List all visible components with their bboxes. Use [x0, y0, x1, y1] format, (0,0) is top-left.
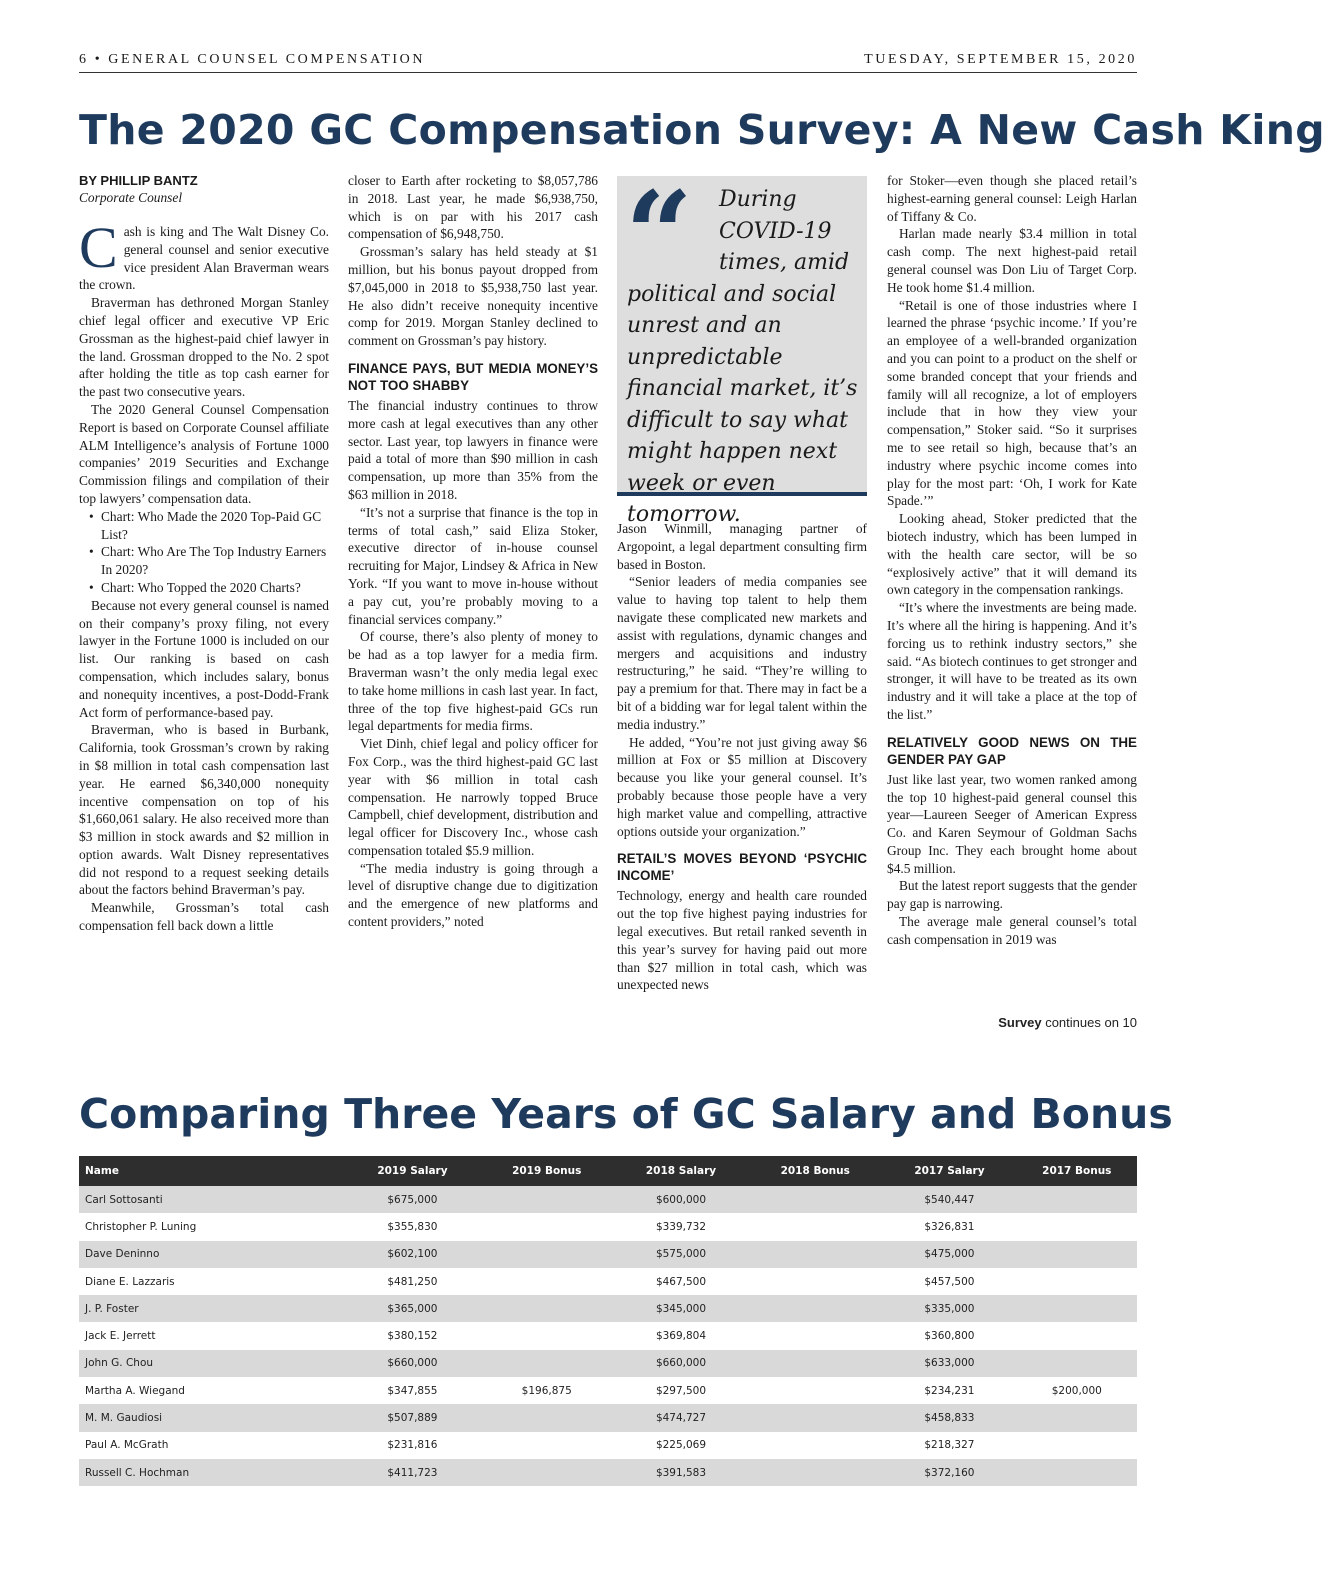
- cell-2017-salary: $372,160: [882, 1459, 1016, 1486]
- chart-link[interactable]: • Chart: Who Are The Top Industry Earners In 2020?: [79, 543, 329, 579]
- cell-2019-salary: $481,250: [345, 1268, 479, 1295]
- article-headline: The 2020 GC Compensation Survey: A New Cash King: [79, 106, 1325, 154]
- cell-2019-salary: $660,000: [345, 1350, 479, 1377]
- table-title: Comparing Three Years of GC Salary and Bonus: [79, 1090, 1173, 1138]
- cell-2017-bonus: $200,000: [1017, 1377, 1137, 1404]
- section-subhead: FINANCE PAYS, BUT MEDIA MONEY’S NOT TOO SHABBY: [348, 360, 598, 393]
- cell-2018-bonus: [748, 1377, 882, 1404]
- cell-2018-salary: $297,500: [614, 1377, 748, 1404]
- cell-2019-salary: $507,889: [345, 1404, 479, 1431]
- cell-name: Jack E. Jerrett: [79, 1322, 345, 1349]
- cell-2019-salary: $355,830: [345, 1213, 479, 1240]
- cell-2018-bonus: [748, 1268, 882, 1295]
- cell-2018-salary: $660,000: [614, 1350, 748, 1377]
- cell-2017-salary: $360,800: [882, 1322, 1016, 1349]
- cell-2017-salary: $218,327: [882, 1432, 1016, 1459]
- table-row: [79, 1404, 1137, 1431]
- cell-2017-salary: $540,447: [882, 1186, 1016, 1213]
- table-row: [79, 1186, 1137, 1213]
- quote-mark-icon: “: [625, 165, 693, 304]
- table-row: [79, 1377, 1137, 1404]
- paragraph: “The media industry is going through a level of disruptive change due to digitization and the emergence of new platforms and content providers,” noted: [348, 860, 598, 930]
- running-header: [79, 52, 1137, 73]
- cell-2018-salary: $345,000: [614, 1295, 748, 1322]
- paragraph: for Stoker—even though she placed retail’s highest-earning general counsel: Leigh Harlan of Tiffany & Co.: [887, 173, 1137, 224]
- cell-2017-salary: $326,831: [882, 1213, 1016, 1240]
- cell-2019-bonus: [480, 1322, 614, 1349]
- cell-2019-bonus: [480, 1186, 614, 1213]
- cell-name: Russell C. Hochman: [79, 1459, 345, 1486]
- table-row: [79, 1322, 1137, 1349]
- article-column-2: [348, 172, 598, 931]
- paragraph: Viet Dinh, chief legal and policy officer for Fox Corp., was the third highest-paid GC last year with $6 million in total cash compensation. He narrowly topped Bruce Campbell, chief development, distribution and legal officer for Discovery Inc., whose cash compensation totaled $5.9 million.: [348, 736, 598, 858]
- cell-2017-salary: $335,000: [882, 1295, 1016, 1322]
- paragraph: Jason Winmill, managing partner of Argopoint, a legal department consulting firm based in Boston.: [617, 521, 867, 572]
- salary-bonus-table: [79, 1156, 1137, 1486]
- table-row: [79, 1213, 1137, 1240]
- cell-name: Christopher P. Luning: [79, 1213, 345, 1240]
- cell-2017-bonus: [1017, 1268, 1137, 1295]
- paragraph: Harlan made nearly $3.4 million in total cash comp. The next highest-paid retail general counsel was Don Liu of Target Corp. He took home $1.4 million.: [887, 226, 1137, 295]
- cell-2017-bonus: [1017, 1322, 1137, 1349]
- paragraph: Braverman has dethroned Morgan Stanley chief legal officer and executive VP Eric Grossman as the highest-paid chief lawyer in the land. Grossman dropped to the No. 2 spot after holding the title as top cash earner for the past two consecutive years.: [79, 295, 329, 400]
- paragraph: “It’s where the investments are being made. It’s where all the hiring is happening. And it’s forcing us to rethink industry sectors,” she said. “As biotech continues to get stronger and stronger, it will have to be treated as its own industry and it will take a place at the top of the list.”: [887, 600, 1137, 722]
- cell-name: John G. Chou: [79, 1350, 345, 1377]
- cell-2019-bonus: [480, 1350, 614, 1377]
- cell-2018-bonus: [748, 1350, 882, 1377]
- cell-2018-bonus: [748, 1432, 882, 1459]
- col-header-2017-salary: 2017 Salary: [882, 1156, 1016, 1186]
- paragraph: Technology, energy and health care rounded out the top five highest paying industries for legal executives. But retail ranked seventh in this year’s survey for having paid out more than $27 million in total cash, which was unexpected news: [617, 888, 867, 993]
- cell-2017-bonus: [1017, 1404, 1137, 1431]
- cell-2018-bonus: [748, 1186, 882, 1213]
- cell-2019-salary: $602,100: [345, 1241, 479, 1268]
- article-column-1: [79, 172, 329, 935]
- table-row: [79, 1268, 1137, 1295]
- cell-2017-bonus: [1017, 1295, 1137, 1322]
- cell-2017-bonus: [1017, 1459, 1137, 1486]
- paragraph: “It’s not a surprise that finance is the top in terms of total cash,” said Eliza Stoker, executive director of in-house counsel recruiting for Major, Lindsey & Africa in New York. “If you want to move in-house without a pay cut, you’re probably moving to a financial services company.”: [348, 504, 598, 627]
- cell-2019-salary: $347,855: [345, 1377, 479, 1404]
- table-row: [79, 1241, 1137, 1268]
- cell-name: Dave Deninno: [79, 1241, 345, 1268]
- cell-2018-bonus: [748, 1322, 882, 1349]
- cell-name: M. M. Gaudiosi: [79, 1404, 345, 1431]
- section-subhead: RETAIL’S MOVES BEYOND ‘PSYCHIC INCOME’: [617, 851, 867, 884]
- cell-name: Carl Sottosanti: [79, 1186, 345, 1213]
- table-row: [79, 1350, 1137, 1377]
- cell-2019-bonus: [480, 1295, 614, 1322]
- cell-2018-salary: $391,583: [614, 1459, 748, 1486]
- chart-link[interactable]: • Chart: Who Topped the 2020 Charts?: [79, 579, 329, 597]
- cell-2018-salary: $474,727: [614, 1404, 748, 1431]
- table-row: [79, 1459, 1137, 1486]
- col-header-2019-salary: 2019 Salary: [345, 1156, 479, 1186]
- cell-2019-salary: $411,723: [345, 1459, 479, 1486]
- cell-2017-salary: $458,833: [882, 1404, 1016, 1431]
- cell-2017-bonus: [1017, 1432, 1137, 1459]
- paragraph: closer to Earth after rocketing to $8,057,786 in 2018. Last year, he made $6,938,750, which is on par with his 2017 cash compensation of $6,948,750.: [348, 173, 598, 242]
- cell-2019-salary: $365,000: [345, 1295, 479, 1322]
- cell-2018-salary: $600,000: [614, 1186, 748, 1213]
- cell-2017-salary: $475,000: [882, 1241, 1016, 1268]
- cell-2019-bonus: $196,875: [480, 1377, 614, 1404]
- paragraph: Grossman’s salary has held steady at $1 million, but his bonus payout dropped from $7,045,000 in 2018 to $5,938,750 last year. He also didn’t receive nonequity incentive comp for 2019. Morgan Stanley declined to comment on Grossman’s pay history.: [348, 244, 598, 349]
- paragraph: “Senior leaders of media companies see value to having top talent to help them navigate these complicated new markets and assist with regulations, dynamic changes and mergers and acquisitions and industry restructuring,” he said. “They’re willing to pay a premium for that. There may in fact be a bit of a bidding war for legal talent within the media industry.”: [617, 574, 867, 732]
- cell-2017-salary: $234,231: [882, 1377, 1016, 1404]
- pull-quote-text: During COVID-19 times, amid political and social unrest and an unpredictable financial market, it’s difficult to say what might happen next week or even tomorrow.: [627, 187, 858, 527]
- cell-2017-bonus: [1017, 1241, 1137, 1268]
- col-header-2019-bonus: 2019 Bonus: [480, 1156, 614, 1186]
- cell-2018-salary: $339,732: [614, 1213, 748, 1240]
- col-header-2017-bonus: 2017 Bonus: [1017, 1156, 1137, 1186]
- section-label: 6 • GENERAL COUNSEL COMPENSATION: [79, 52, 426, 67]
- table-row: [79, 1432, 1137, 1459]
- cell-name: J. P. Foster: [79, 1295, 345, 1322]
- cell-2017-bonus: [1017, 1186, 1137, 1213]
- cell-2019-bonus: [480, 1213, 614, 1240]
- cell-2019-bonus: [480, 1241, 614, 1268]
- table-header-row: [79, 1156, 1137, 1186]
- cell-name: Paul A. McGrath: [79, 1432, 345, 1459]
- cell-2017-bonus: [1017, 1350, 1137, 1377]
- cell-2019-salary: $231,816: [345, 1432, 479, 1459]
- cell-2018-salary: $225,069: [614, 1432, 748, 1459]
- pull-quote: [617, 165, 867, 527]
- cell-2018-bonus: [748, 1241, 882, 1268]
- cell-2019-bonus: [480, 1268, 614, 1295]
- col-header-2018-salary: 2018 Salary: [614, 1156, 748, 1186]
- chart-link[interactable]: • Chart: Who Made the 2020 Top-Paid GC List?: [79, 508, 329, 544]
- cell-2018-salary: $369,804: [614, 1322, 748, 1349]
- issue-date: TUESDAY, SEPTEMBER 15, 2020: [864, 52, 1137, 67]
- col-header-2018-bonus: 2018 Bonus: [748, 1156, 882, 1186]
- cell-2017-salary: $457,500: [882, 1268, 1016, 1295]
- byline: BY PHILLIP BANTZ: [79, 173, 198, 188]
- paragraph: The average male general counsel’s total cash compensation in 2019 was: [887, 914, 1137, 947]
- table-row: [79, 1295, 1137, 1322]
- cell-2017-salary: $633,000: [882, 1350, 1016, 1377]
- cell-2018-salary: $575,000: [614, 1241, 748, 1268]
- paragraph: But the latest report suggests that the gender pay gap is narrowing.: [887, 878, 1137, 912]
- cell-2019-bonus: [480, 1432, 614, 1459]
- section-subhead: RELATIVELY GOOD NEWS ON THE GENDER PAY GAP: [887, 734, 1137, 767]
- cell-2018-bonus: [748, 1295, 882, 1322]
- paragraph: Just like last year, two women ranked among the top 10 highest-paid general counsel this year—Laureen Seeger of American Express Co. and Karen Seymour of Goldman Sachs Group Inc. They each brought home about $4.5 million.: [887, 771, 1137, 876]
- continuation-note[interactable]: Survey continues on 10: [998, 1015, 1137, 1030]
- cell-2017-bonus: [1017, 1213, 1137, 1240]
- cell-2018-bonus: [748, 1404, 882, 1431]
- article-column-3: [617, 520, 867, 994]
- chart-links-list: [79, 508, 329, 597]
- author-affiliation: Corporate Counsel: [79, 190, 183, 205]
- cell-2019-salary: $380,152: [345, 1322, 479, 1349]
- cell-2018-salary: $467,500: [614, 1268, 748, 1295]
- paragraph: Looking ahead, Stoker predicted that the biotech industry, which has been lumped in with the health care sector, will be so “explosively active” that it will demand its own category in the compensation rankings.: [887, 511, 1137, 598]
- paragraph: He added, “You’re not just giving away $6 million at Fox or $5 million at Discovery because you like your general counsel. It’s probably because those people have a very high market value and compelling, attractive options outside your organization.”: [617, 734, 867, 839]
- cell-2019-bonus: [480, 1459, 614, 1486]
- cell-2018-bonus: [748, 1459, 882, 1486]
- paragraph: Meanwhile, Grossman’s total cash compensation fell back down a little: [79, 900, 329, 934]
- paragraph: Because not every general counsel is named on their company’s proxy filing, not every lawyer in the Fortune 1000 is included on our list. Our ranking is based on cash compensation, which includes salary, bonus and nonequity incentives, a post-Dodd-Frank Act form of performance-based pay.: [79, 597, 329, 720]
- col-header-name: Name: [79, 1156, 345, 1186]
- paragraph: Braverman, who is based in Burbank, California, took Grossman’s crown by raking in $8 million in total cash compensation last year. He earned $6,340,000 nonequity incentive compensation on top of his $1,660,061 salary. He also received more than $3 million in stock awards and $2 million in option awards. Walt Disney representatives did not respond to a request seeking details about the factors behind Braverman’s pay.: [79, 722, 329, 898]
- paragraph: “Retail is one of those industries where I learned the phrase ‘psychic income.’ If you’re an employee of a well-branded organization and you can point to a product on the shelf or some branded concept that your friends and family will all recognize, a lot of employers include that in how they view your compensation,” Stoker said. “So it surprises me to see retail so high, because that’s an industry where psychic income comes into play for the most part: ‘Oh, I work for Kate Spade.’”: [887, 297, 1137, 509]
- paragraph: Of course, there’s also plenty of money to be had as a top lawyer for a media firm. Braverman wasn’t the only media legal exec to take home millions in cash last year. In fact, three of the top five highest-paid GCs run legal departments for media firms.: [348, 629, 598, 734]
- paragraph: The financial industry continues to throw more cash at legal executives than any other sector. Last year, top lawyers in finance were paid a total of more than $90 million in cash compensation, up more than 35% from the $63 million in 2018.: [348, 397, 598, 502]
- lead-paragraph: Cash is king and The Walt Disney Co. general counsel and senior executive vice president Alan Braverman wears the crown.: [79, 215, 329, 293]
- article-column-4: [887, 172, 1137, 949]
- paragraph: The 2020 General Counsel Compensation Report is based on Corporate Counsel affiliate ALM Intelligence’s analysis of Fortune 1000 companies’ 2019 Securities and Exchange Commission filings and compilation of their top lawyers’ compensation data.: [79, 401, 329, 506]
- cell-2018-bonus: [748, 1213, 882, 1240]
- cell-name: Martha A. Wiegand: [79, 1377, 345, 1404]
- cell-2019-salary: $675,000: [345, 1186, 479, 1213]
- cell-2019-bonus: [480, 1404, 614, 1431]
- drop-cap: C: [79, 215, 118, 280]
- cell-name: Diane E. Lazzaris: [79, 1268, 345, 1295]
